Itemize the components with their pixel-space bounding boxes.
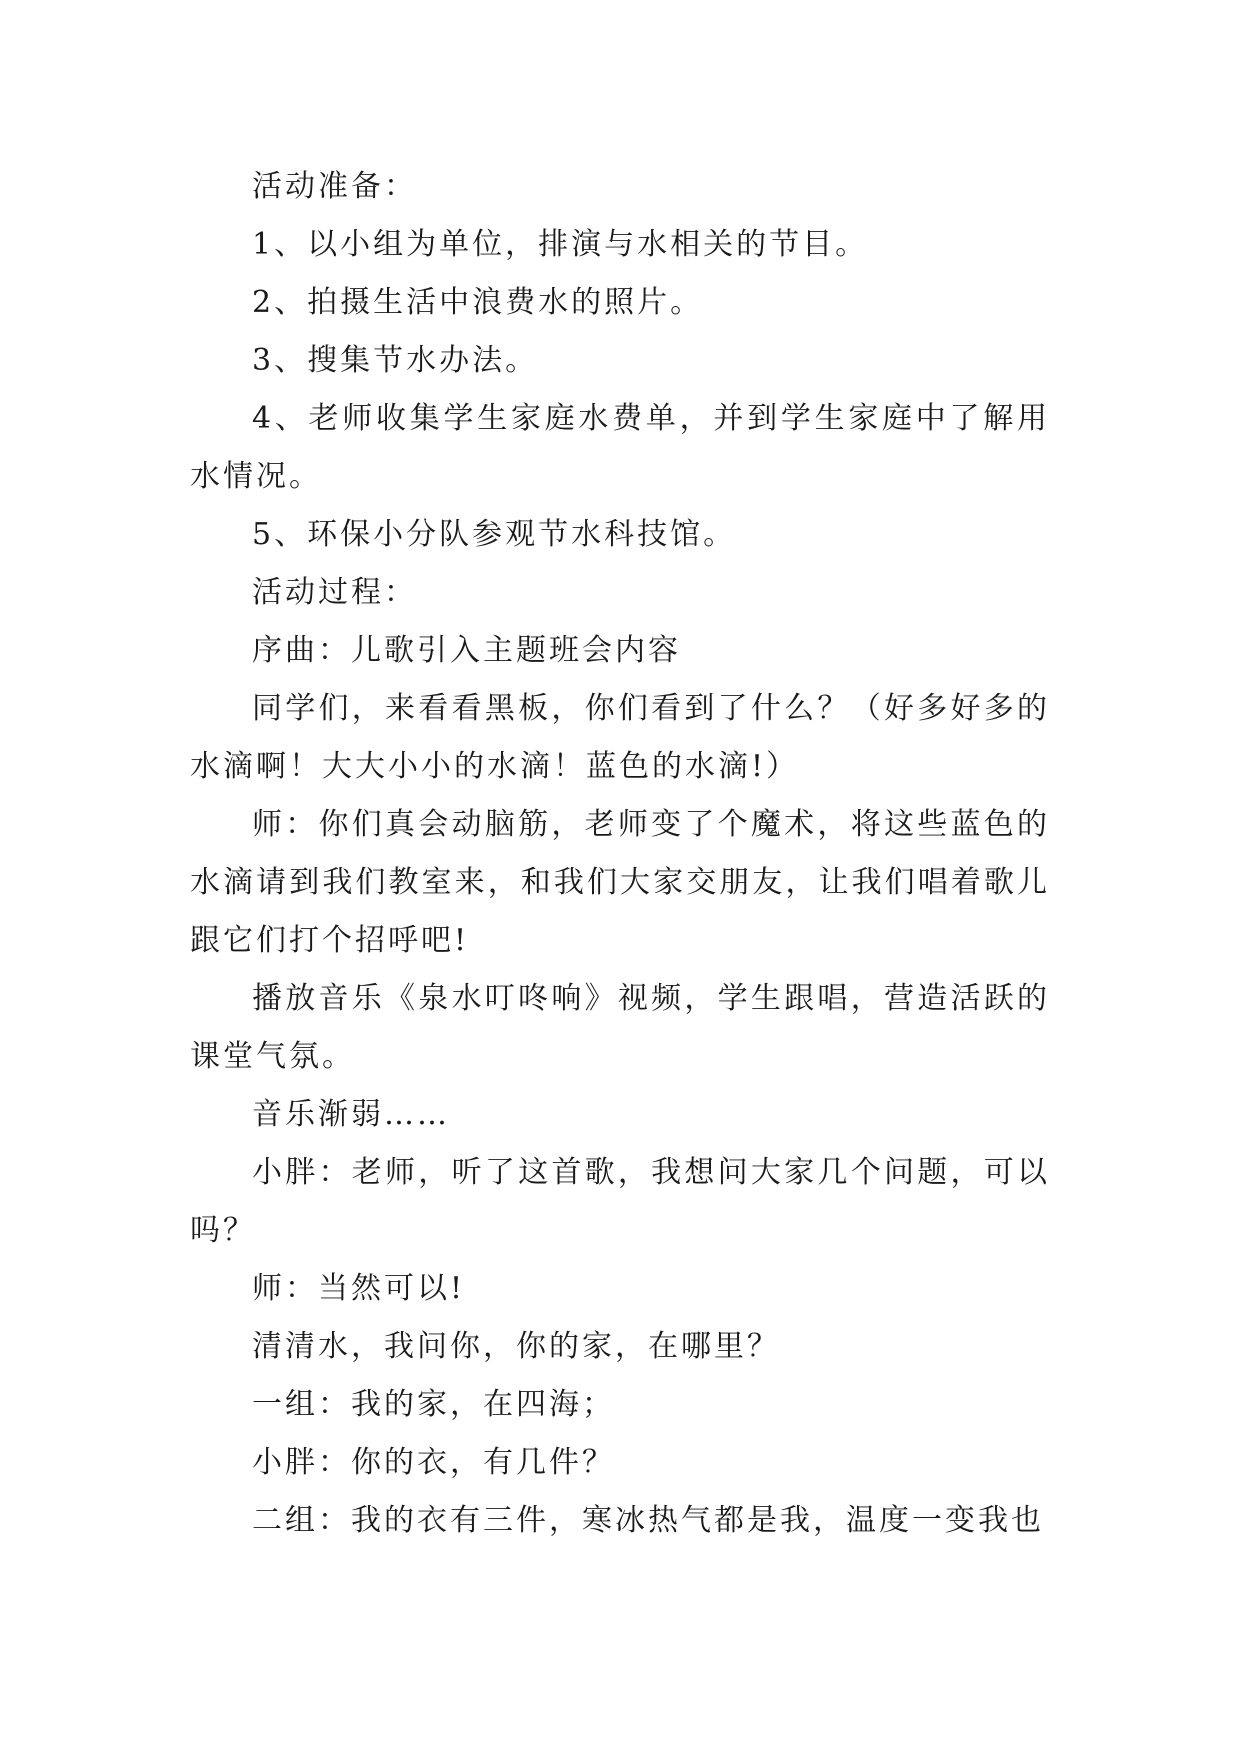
paragraph-group-one: 一组：我的家，在四海； bbox=[252, 1387, 615, 1422]
paragraph-prep-item-5: 5、环保小分队参观节水科技馆。 bbox=[252, 517, 737, 552]
paragraph-music-fades: 音乐渐弱…… bbox=[252, 1097, 450, 1132]
document-body bbox=[190, 158, 1050, 1550]
paragraph-teacher-reply: 师：当然可以! bbox=[252, 1271, 466, 1306]
paragraph-prep-item-4: 4、老师收集学生家庭水费单，并到学生家庭中了解用水情况。 bbox=[190, 401, 1050, 494]
paragraph-group-two: 二组：我的衣有三件，寒冰热气都是我，温度一变我也 bbox=[252, 1503, 1044, 1538]
paragraph-xiaopang-ask: 小胖：老师，听了这首歌，我想问大家几个问题，可以吗？ bbox=[190, 1155, 1050, 1248]
paragraph-water-question: 清清水，我问你，你的家，在哪里？ bbox=[252, 1329, 780, 1364]
paragraph-xiaopang-clothes: 小胖：你的衣，有几件？ bbox=[252, 1445, 615, 1480]
paragraph-prep-item-3: 3、搜集节水办法。 bbox=[252, 343, 539, 378]
paragraph-blackboard-question: 同学们，来看看黑板，你们看到了什么？（好多好多的水滴啊！大大小小的水滴！蓝色的水滴!） bbox=[190, 691, 1050, 784]
paragraph-heading-preparation: 活动准备： bbox=[252, 169, 417, 204]
paragraph-prep-item-1: 1、以小组为单位，排演与水相关的节目。 bbox=[252, 227, 869, 262]
paragraph-prelude: 序曲：儿歌引入主题班会内容 bbox=[252, 633, 681, 668]
paragraph-prep-item-2: 2、拍摄生活中浪费水的照片。 bbox=[252, 285, 704, 320]
paragraph-teacher-magic: 师：你们真会动脑筋，老师变了个魔术，将这些蓝色的水滴请到我们教室来，和我们大家交朋友，让我们唱着歌儿跟它们打个招呼吧! bbox=[190, 807, 1050, 958]
paragraph-play-music: 播放音乐《泉水叮咚响》视频，学生跟唱，营造活跃的课堂气氛。 bbox=[190, 981, 1050, 1074]
paragraph-heading-process: 活动过程： bbox=[252, 575, 417, 610]
